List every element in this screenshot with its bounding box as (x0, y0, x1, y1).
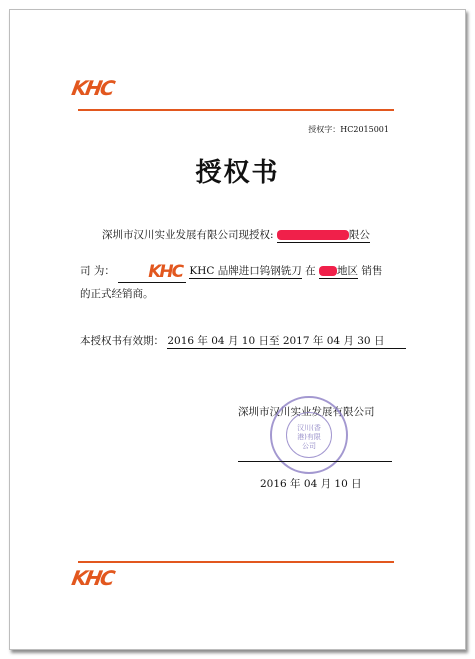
body-line-1 (102, 227, 370, 243)
khc-logo-bottom: KHC (69, 566, 116, 590)
body-line-3: 的正式经销商。 (80, 288, 154, 300)
grantor-text: 深圳市汉川实业发展有限公司现授权: (102, 229, 274, 241)
validity-period: 2016 年 04 月 10 日至 2017 年 04 月 30 日 (167, 333, 406, 349)
seal-text: 汉川(香港)有限公司 (297, 424, 321, 450)
region-label: 地区 (336, 265, 358, 277)
product-field: KHC 品牌进口钨钢铣刀 (189, 265, 302, 277)
company-seal (270, 396, 348, 474)
document-page (9, 9, 466, 650)
khc-logo-inline: KHC (148, 262, 183, 282)
validity-label: 本授权书有效期： (80, 335, 164, 347)
header-rule (78, 109, 394, 111)
sales-text: 销售 (361, 265, 383, 277)
document-title: 授权书 (195, 158, 280, 188)
in-text: 在 (305, 265, 316, 277)
redaction-mark (277, 230, 349, 240)
grantee-suffix: 限公 (348, 229, 370, 241)
region-redaction (319, 266, 337, 276)
line2-prefix: 司 为： (80, 265, 115, 277)
khc-logo-top: KHC (69, 76, 116, 100)
validity-line (80, 333, 406, 349)
body-line-2 (80, 262, 382, 283)
signature-date: 2016 年 04 月 10 日 (260, 478, 362, 490)
signing-company: 深圳市汉川实业发展有限公司 (238, 406, 375, 418)
region-field (319, 263, 358, 279)
signature-line (238, 461, 392, 462)
brand-field (118, 262, 186, 283)
grantee-field (277, 227, 370, 243)
footer-rule (78, 561, 394, 563)
authorization-number: 授权字：HC2015001 (308, 125, 389, 134)
